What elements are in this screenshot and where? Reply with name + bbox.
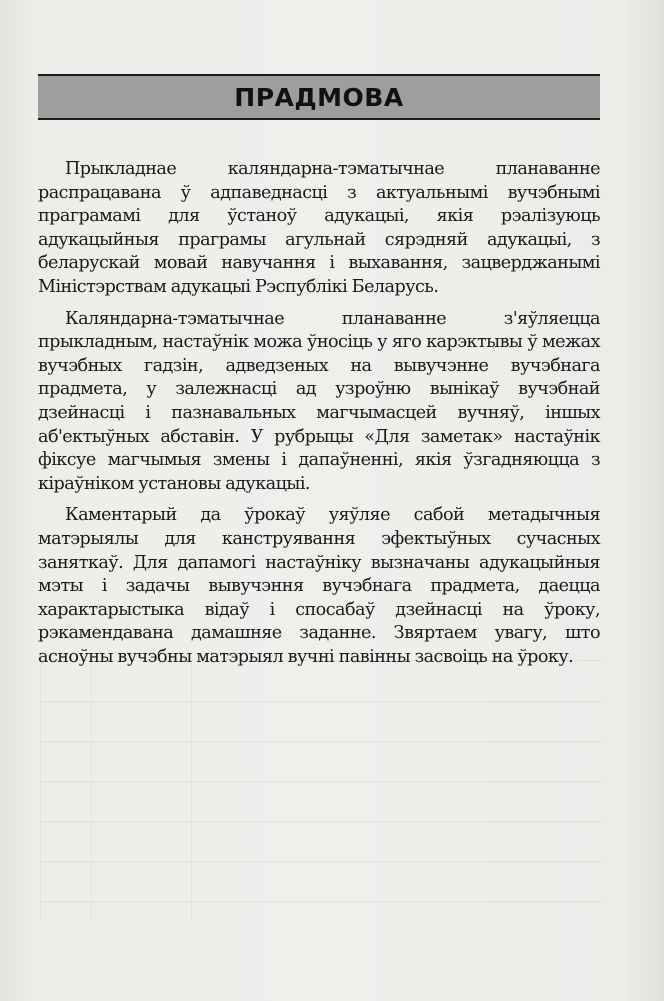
page-title: ПРАДМОВА <box>234 82 404 112</box>
paragraph-1: Прыкладнае каляндарна-тэматычнае планаванне распрацавана ў адпаведнасці з актуальнымі вучэбнымі праграмамі для ўстаноў адукацыі, якія рэалізуюць адукацыйныя праграмы агульнай сярэдняй адукацыі, з беларускай мовай навучання і выхавання, зацверджанымі Міністэрствам адукацыі Рэспублікі Беларусь. <box>38 159 600 297</box>
preface-body <box>38 158 600 677</box>
paragraph-2: Каляндарна-тэматычнае планаванне з'яўляецца прыкладным, настаўнік можа ўносіць у яго карэктывы ў межах вучэбных гадзін, адведзеных на вывучэнне вучэбнага прадмета, у залежнасці ад узроўню вынікаў вучэбнай дзейнасці і пазнавальных магчымасцей вучняў, іншых аб'ектыўных абставін. У рубрыцы «Для заметак» настаўнік фіксуе магчымыя змены і дапаўненні, якія ўзгадняюцца з кіраўніком установы адукацыі. <box>38 308 600 494</box>
section-header-bar <box>38 74 600 120</box>
paragraph-3: Каментарый да ўрокаў уяўляе сабой метадычныя матэрыялы для канструявання эфектыўных сучасных заняткаў. Для дапамогі настаўніку вызначаны адукацыйныя мэты і задачы вывучэння вучэбнага прадмета, даецца характарыстыка відаў і спосабаў дзейнасці на ўроку, рэкамендавана дамашняе заданне. Звяртаем увагу, што асноўны вучэбны матэрыял вучні павінны засвоіць на ўроку. <box>38 505 600 667</box>
bleed-through-table <box>40 660 601 921</box>
